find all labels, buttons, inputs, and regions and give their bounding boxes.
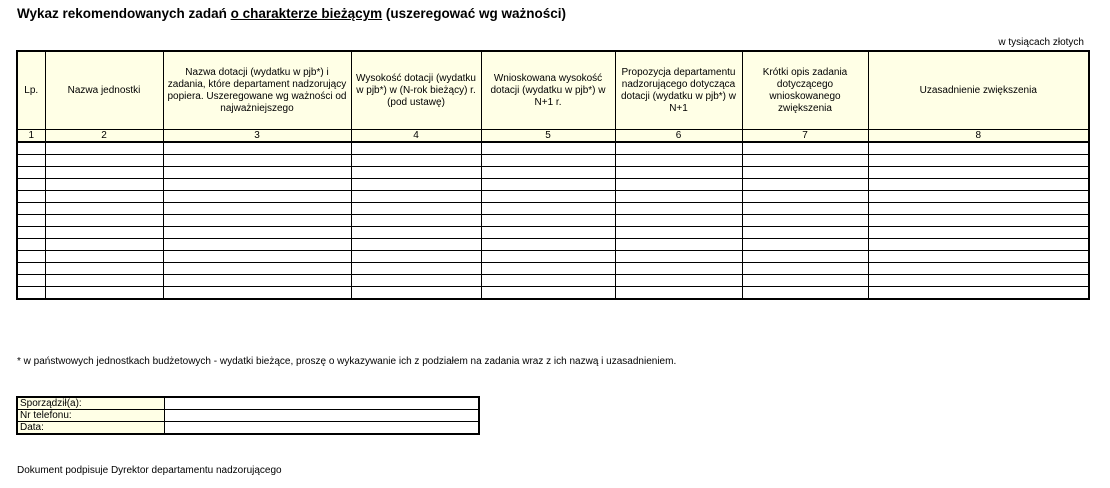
- table-cell[interactable]: [481, 215, 615, 227]
- table-cell[interactable]: [163, 191, 351, 203]
- table-cell[interactable]: [868, 239, 1089, 251]
- table-cell[interactable]: [17, 203, 45, 215]
- table-cell[interactable]: [868, 251, 1089, 263]
- table-cell[interactable]: [17, 142, 45, 155]
- table-cell[interactable]: [481, 203, 615, 215]
- table-cell[interactable]: [351, 239, 481, 251]
- table-row: [17, 227, 1089, 239]
- table-cell[interactable]: [615, 142, 742, 155]
- table-row: [17, 179, 1089, 191]
- table-cell[interactable]: [351, 142, 481, 155]
- table-row: [17, 239, 1089, 251]
- table-cell[interactable]: [481, 287, 615, 300]
- table-cell[interactable]: [351, 251, 481, 263]
- table-cell[interactable]: [17, 155, 45, 167]
- table-cell[interactable]: [868, 203, 1089, 215]
- table-cell[interactable]: [481, 275, 615, 287]
- table-cell[interactable]: [163, 215, 351, 227]
- units-label: w tysiącach złotych: [998, 37, 1084, 48]
- table-cell[interactable]: [615, 191, 742, 203]
- signature-block: [16, 396, 480, 435]
- table-cell[interactable]: [351, 167, 481, 179]
- table-cell[interactable]: [45, 191, 163, 203]
- table-cell[interactable]: [481, 142, 615, 155]
- table-cell[interactable]: [351, 191, 481, 203]
- table-cell[interactable]: [868, 179, 1089, 191]
- table-cell[interactable]: [742, 203, 868, 215]
- table-cell[interactable]: [45, 227, 163, 239]
- table-cell[interactable]: [615, 239, 742, 251]
- table-cell[interactable]: [742, 179, 868, 191]
- table-cell[interactable]: [481, 179, 615, 191]
- title-part-1: Wykaz rekomendowanych zadań: [17, 6, 231, 21]
- signed-by-note: Dokument podpisuje Dyrektor departamentu nadzorującego: [17, 465, 282, 476]
- header-lp: Lp.: [17, 51, 45, 130]
- table-body: [17, 142, 1089, 299]
- table-cell[interactable]: [351, 155, 481, 167]
- header-unit-name: Nazwa jednostki: [45, 51, 163, 130]
- table-row: [17, 215, 1089, 227]
- table-cell[interactable]: [45, 179, 163, 191]
- sign-row-prepared: [17, 397, 479, 410]
- table-cell[interactable]: [742, 215, 868, 227]
- table-row: [17, 251, 1089, 263]
- table-cell[interactable]: [17, 251, 45, 263]
- table-cell[interactable]: [351, 287, 481, 300]
- table-cell[interactable]: [17, 275, 45, 287]
- table-cell[interactable]: [17, 179, 45, 191]
- column-number-row: [17, 130, 1089, 143]
- table-cell[interactable]: [17, 191, 45, 203]
- date-label: Data:: [17, 422, 165, 435]
- table-cell[interactable]: [45, 142, 163, 155]
- column-number: 5: [481, 130, 615, 143]
- table-cell[interactable]: [163, 227, 351, 239]
- table-cell[interactable]: [481, 191, 615, 203]
- column-number: 6: [615, 130, 742, 143]
- footnote: * w państwowych jednostkach budżetowych - wydatki bieżące, proszę o wykazywanie ich z podziałem na zadania wraz z ich nazwą i uzasadnieniem.: [17, 356, 677, 367]
- table-cell[interactable]: [17, 239, 45, 251]
- table-cell[interactable]: [615, 167, 742, 179]
- table-cell[interactable]: [742, 275, 868, 287]
- table-cell[interactable]: [615, 155, 742, 167]
- table-cell[interactable]: [163, 203, 351, 215]
- table-cell[interactable]: [163, 142, 351, 155]
- sign-row-date: [17, 422, 479, 435]
- table-cell[interactable]: [45, 251, 163, 263]
- title-part-3: (uszeregować wg ważności): [382, 6, 566, 21]
- table-cell[interactable]: [45, 287, 163, 300]
- table-cell[interactable]: [351, 275, 481, 287]
- table-cell[interactable]: [481, 251, 615, 263]
- sign-row-phone: [17, 410, 479, 422]
- column-number: 1: [17, 130, 45, 143]
- table-cell[interactable]: [742, 155, 868, 167]
- phone-label: Nr telefonu:: [17, 410, 165, 422]
- table-cell[interactable]: [868, 191, 1089, 203]
- table-cell[interactable]: [45, 155, 163, 167]
- phone-field[interactable]: [165, 410, 480, 422]
- table-cell[interactable]: [17, 215, 45, 227]
- table-row: [17, 275, 1089, 287]
- table-cell[interactable]: [742, 142, 868, 155]
- header-justification: Uzasadnienie zwiększenia: [868, 51, 1089, 130]
- table-cell[interactable]: [481, 155, 615, 167]
- header-department-proposal: Propozycja departamentu nadzorującego dotycząca dotacji (wydatku w pjb*) w N+1: [615, 51, 742, 130]
- header-grant-name: Nazwa dotacji (wydatku w pjb*) i zadania, które departament nadzorujący popiera. Uszeregowane wg ważności od najważniejszego: [163, 51, 351, 130]
- prepared-by-label: Sporządził(a):: [17, 397, 165, 410]
- table-cell[interactable]: [868, 167, 1089, 179]
- table-cell[interactable]: [17, 287, 45, 300]
- table-cell[interactable]: [351, 263, 481, 275]
- table-cell[interactable]: [742, 287, 868, 300]
- table-row: [17, 155, 1089, 167]
- table-cell[interactable]: [868, 215, 1089, 227]
- table-cell[interactable]: [17, 227, 45, 239]
- table-cell[interactable]: [615, 227, 742, 239]
- date-field[interactable]: [165, 422, 480, 435]
- table-cell[interactable]: [615, 179, 742, 191]
- column-number: 2: [45, 130, 163, 143]
- table-cell[interactable]: [868, 227, 1089, 239]
- table-cell[interactable]: [45, 203, 163, 215]
- table-cell[interactable]: [163, 239, 351, 251]
- table-cell[interactable]: [615, 275, 742, 287]
- header-short-description: Krótki opis zadania dotyczącego wnioskowanego zwiększenia: [742, 51, 868, 130]
- table-cell[interactable]: [163, 275, 351, 287]
- table-cell[interactable]: [481, 263, 615, 275]
- table-cell[interactable]: [615, 251, 742, 263]
- table-cell[interactable]: [17, 263, 45, 275]
- header-current-amount: Wysokość dotacji (wydatku w pjb*) w (N-rok bieżący) r. (pod ustawę): [351, 51, 481, 130]
- table-cell[interactable]: [45, 167, 163, 179]
- column-number: 3: [163, 130, 351, 143]
- table-cell[interactable]: [481, 239, 615, 251]
- table-cell[interactable]: [351, 203, 481, 215]
- prepared-by-field[interactable]: [165, 397, 480, 410]
- table-cell[interactable]: [868, 287, 1089, 300]
- table-cell[interactable]: [163, 251, 351, 263]
- table-cell[interactable]: [351, 215, 481, 227]
- table-cell[interactable]: [615, 203, 742, 215]
- table-row: [17, 191, 1089, 203]
- table-row: [17, 287, 1089, 300]
- tasks-table: [16, 50, 1090, 300]
- table-cell[interactable]: [163, 179, 351, 191]
- table-cell[interactable]: [868, 142, 1089, 155]
- table-cell[interactable]: [481, 227, 615, 239]
- table-row: [17, 142, 1089, 155]
- table-cell[interactable]: [45, 263, 163, 275]
- column-number: 7: [742, 130, 868, 143]
- table-cell[interactable]: [868, 155, 1089, 167]
- table-cell[interactable]: [742, 167, 868, 179]
- table-cell[interactable]: [868, 275, 1089, 287]
- table-cell[interactable]: [615, 287, 742, 300]
- table-cell[interactable]: [868, 263, 1089, 275]
- table-cell[interactable]: [351, 227, 481, 239]
- table-cell[interactable]: [742, 263, 868, 275]
- table-header-row: [17, 51, 1089, 130]
- table-cell[interactable]: [615, 263, 742, 275]
- table-cell[interactable]: [742, 251, 868, 263]
- table-cell[interactable]: [615, 215, 742, 227]
- table-cell[interactable]: [163, 287, 351, 300]
- header-requested-amount: Wnioskowana wysokość dotacji (wydatku w pjb*) w N+1 r.: [481, 51, 615, 130]
- column-number: 4: [351, 130, 481, 143]
- table-cell[interactable]: [742, 227, 868, 239]
- table-cell[interactable]: [17, 167, 45, 179]
- table-cell[interactable]: [742, 239, 868, 251]
- column-number: 8: [868, 130, 1089, 143]
- table-cell[interactable]: [45, 239, 163, 251]
- table-cell[interactable]: [481, 167, 615, 179]
- table-cell[interactable]: [45, 275, 163, 287]
- table-row: [17, 203, 1089, 215]
- table-cell[interactable]: [163, 167, 351, 179]
- table-row: [17, 167, 1089, 179]
- table-cell[interactable]: [351, 179, 481, 191]
- page-title: [17, 6, 566, 21]
- title-part-2-underlined: o charakterze bieżącym: [230, 6, 383, 21]
- table-row: [17, 263, 1089, 275]
- table-cell[interactable]: [45, 215, 163, 227]
- table-cell[interactable]: [163, 263, 351, 275]
- table-cell[interactable]: [163, 155, 351, 167]
- table-cell[interactable]: [742, 191, 868, 203]
